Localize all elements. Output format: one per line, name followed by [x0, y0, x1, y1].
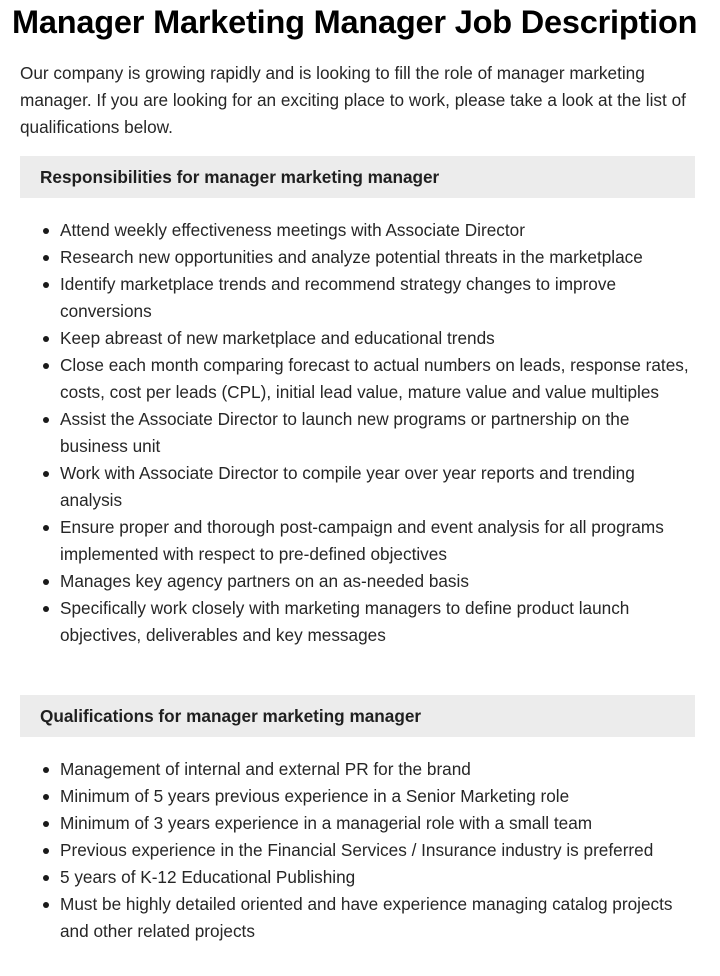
list-item: Manages key agency partners on an as-needed basis — [60, 568, 700, 595]
list-item: Must be highly detailed oriented and have experience managing catalog projects and other related projects — [60, 891, 700, 945]
page-title: Manager Marketing Manager Job Description — [12, 4, 698, 40]
list-item: Close each month comparing forecast to actual numbers on leads, response rates, costs, cost per leads (CPL), initial lead value, mature value and value multiples — [60, 352, 700, 406]
list-item: Work with Associate Director to compile year over year reports and trending analysis — [60, 460, 700, 514]
list-item: Attend weekly effectiveness meetings with Associate Director — [60, 217, 700, 244]
list-item: Ensure proper and thorough post-campaign and event analysis for all programs implemented with respect to pre-defined objectives — [60, 514, 700, 568]
list-item: Assist the Associate Director to launch new programs or partnership on the business unit — [60, 406, 700, 460]
responsibilities-heading: Responsibilities for manager marketing manager — [20, 156, 695, 198]
intro-paragraph: Our company is growing rapidly and is looking to fill the role of manager marketing manager. If you are looking for an exciting place to work, please take a look at the list of qualifications below. — [20, 63, 686, 137]
list-item: Keep abreast of new marketplace and educational trends — [60, 325, 700, 352]
list-item: 5 years of K-12 Educational Publishing — [60, 864, 700, 891]
list-item: Identify marketplace trends and recommend strategy changes to improve conversions — [60, 271, 700, 325]
qualifications-list — [20, 756, 700, 945]
list-item: Research new opportunities and analyze potential threats in the marketplace — [60, 244, 700, 271]
list-item: Management of internal and external PR for the brand — [60, 756, 700, 783]
responsibilities-list — [20, 217, 700, 649]
list-item: Previous experience in the Financial Services / Insurance industry is preferred — [60, 837, 700, 864]
qualifications-heading: Qualifications for manager marketing manager — [20, 695, 695, 737]
list-item: Minimum of 5 years previous experience in a Senior Marketing role — [60, 783, 700, 810]
list-item: Specifically work closely with marketing managers to define product launch objectives, deliverables and key messages — [60, 595, 700, 649]
list-item: Minimum of 3 years experience in a managerial role with a small team — [60, 810, 700, 837]
